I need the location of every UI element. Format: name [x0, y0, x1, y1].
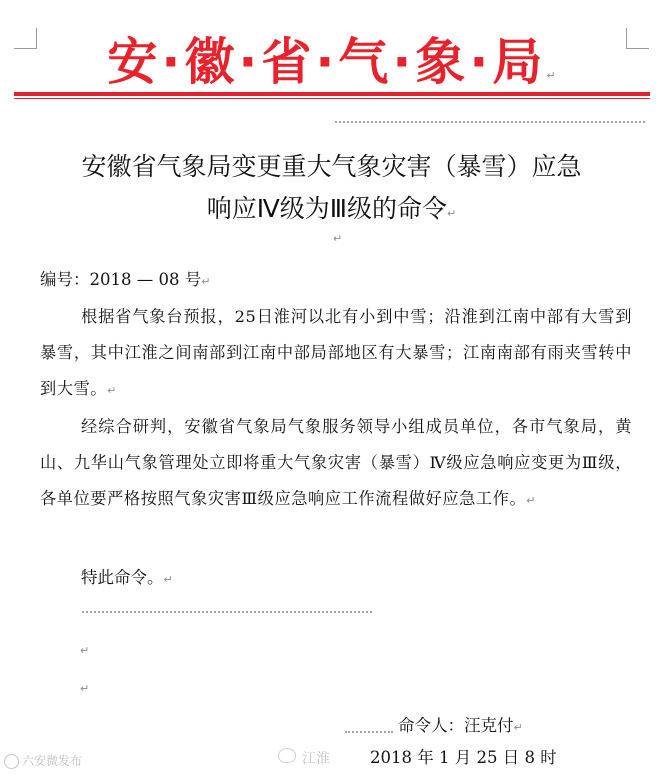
body-paragraph-decision — [40, 409, 632, 519]
paragraph-mark-icon: ↵ — [163, 573, 173, 586]
paragraph-mark-icon: ↵ — [80, 682, 90, 695]
paragraph-mark-icon: ↵ — [107, 384, 117, 397]
paragraph-mark-icon: ↵ — [526, 494, 536, 507]
closing-text: 特此命令。 — [81, 568, 164, 587]
letterhead-rule-thin — [14, 98, 650, 99]
dotted-separator-middle — [82, 611, 372, 613]
body-paragraph-forecast — [40, 299, 632, 409]
dotted-separator-top — [335, 121, 645, 123]
paragraph-mark-icon: ↵ — [333, 232, 343, 245]
watermark-right — [302, 748, 330, 768]
document-title-line2: 响应Ⅳ级为Ⅲ级的命令 — [206, 194, 448, 223]
letterhead — [0, 22, 663, 94]
closing-statement — [81, 564, 173, 588]
document-title-line1: 安徽省气象局变更重大气象灾害（暴雪）应急 — [81, 152, 582, 181]
letterhead-rule-thick — [14, 92, 650, 96]
signature-dotted-leader — [345, 731, 393, 733]
signature-date: 2018 年 1 月 25 日 8 时 — [370, 748, 557, 767]
body-paragraph-text: 根据省气象台预报，25日淮河以北有小到中雪；沿淮到江南中部有大雪到暴雪，其中江淮之间南部到江南中部局部地区有大暴雪；江南南部有雨夹雪转中到大雪。 — [40, 307, 632, 398]
document-title — [20, 146, 643, 235]
document-number — [40, 266, 210, 290]
watermark-left-text: 六安微发布 — [22, 754, 83, 768]
paragraph-mark-icon: ↵ — [201, 275, 211, 288]
paragraph-mark-icon: ↵ — [80, 644, 90, 657]
signatory — [398, 712, 523, 736]
letterhead-org-name: 安·徽·省·气·象·局 — [107, 33, 547, 91]
body-paragraph-text: 经综合研判，安徽省气象局气象服务领导小组成员单位，各市气象局，黄山、九华山气象管理处立即将重大气象灾害（暴雪）Ⅳ级应急响应变更为Ⅲ级，各单位要严格按照气象灾害Ⅲ级应急响应工作流程做好应急工作。 — [40, 417, 632, 508]
watermark-right-text: 江淮 — [302, 751, 330, 767]
paragraph-mark-icon: ↵ — [546, 69, 556, 82]
weibo-icon — [278, 748, 296, 763]
document-number-text: 编号：2018 — 08 号 — [40, 270, 202, 289]
signatory-text: 命令人：汪克付 — [398, 716, 514, 735]
watermark-logo-icon — [4, 754, 19, 769]
paragraph-mark-icon: ↵ — [513, 721, 523, 734]
paragraph-mark-icon: ↵ — [447, 207, 457, 220]
watermark-left — [4, 752, 82, 769]
